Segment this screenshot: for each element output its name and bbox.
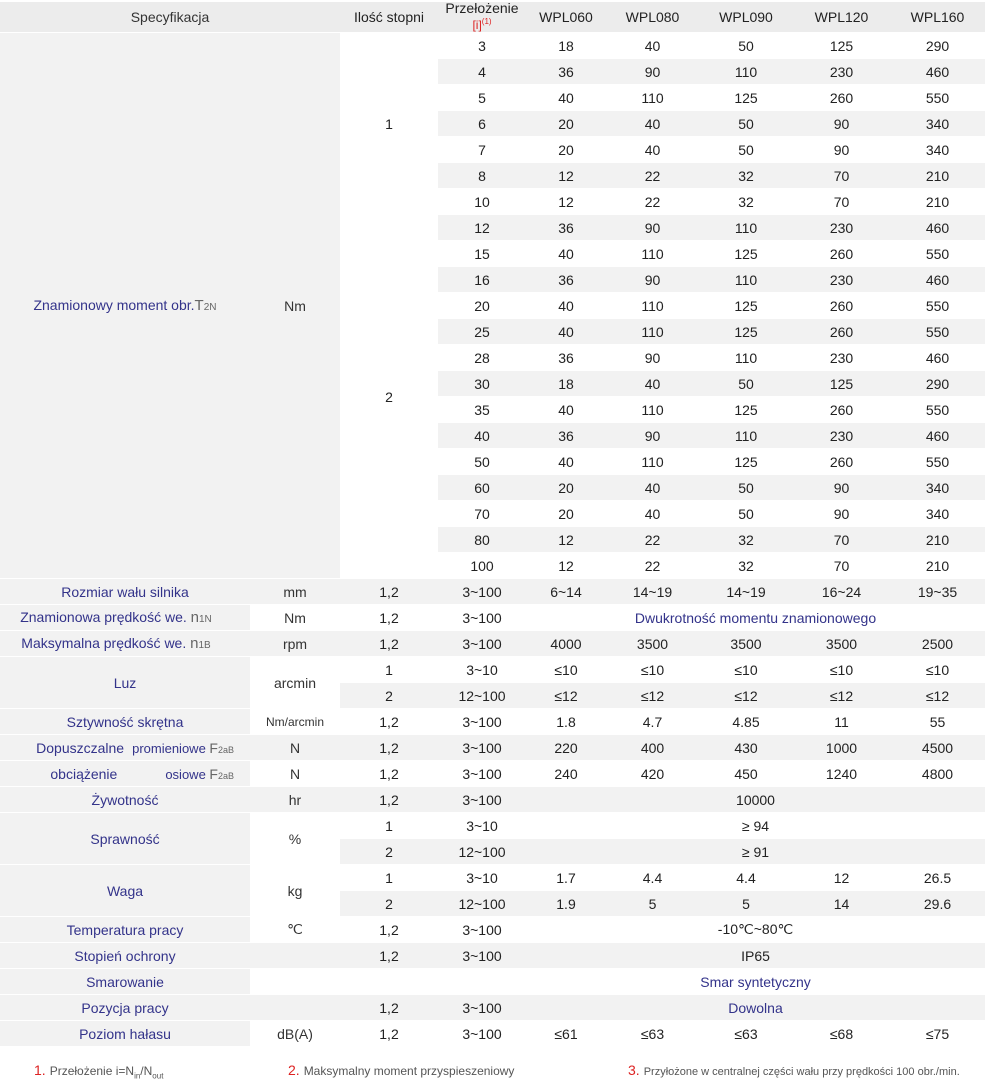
row-shaft-size bbox=[0, 579, 985, 605]
value-cell: 550 bbox=[890, 241, 985, 267]
stages-cell: 1 bbox=[340, 813, 438, 839]
value-cell: 22 bbox=[606, 527, 699, 553]
value-cell: 1240 bbox=[793, 761, 890, 787]
value-cell: 550 bbox=[890, 319, 985, 345]
row-lubrication bbox=[0, 969, 985, 995]
ratio-cell: 20 bbox=[438, 293, 526, 319]
unit-cell: N bbox=[250, 761, 340, 787]
footnotes bbox=[0, 1058, 985, 1080]
value-cell: 4800 bbox=[890, 761, 985, 787]
header-model: WPL120 bbox=[793, 2, 890, 33]
torque-section bbox=[0, 33, 985, 579]
value-cell: 110 bbox=[606, 293, 699, 319]
row-nominal-speed bbox=[0, 605, 985, 631]
stages-cell: 2 bbox=[340, 683, 438, 709]
value-cell: ≤10 bbox=[699, 657, 793, 683]
value-cell: 110 bbox=[699, 345, 793, 371]
value-cell: 36 bbox=[526, 423, 606, 449]
value-cell: ≤75 bbox=[890, 1021, 985, 1047]
value-cell: 12 bbox=[526, 527, 606, 553]
value-cell: ≤12 bbox=[793, 683, 890, 709]
value-cell: 125 bbox=[699, 319, 793, 345]
label-axial: osiowe F2aB bbox=[165, 765, 234, 782]
row-max-speed bbox=[0, 631, 985, 657]
value-cell: 40 bbox=[526, 449, 606, 475]
stages-cell: 2 bbox=[340, 215, 438, 579]
ratio-cell: 3~100 bbox=[438, 579, 526, 605]
unit-cell: mm bbox=[250, 579, 340, 605]
header-ratio-label: Przełożenie bbox=[445, 2, 519, 16]
span-value: Dwukrotność momentu znamionowego bbox=[526, 605, 985, 631]
row-backlash-1 bbox=[0, 657, 985, 683]
row-life bbox=[0, 787, 985, 813]
ratio-cell: 3~100 bbox=[438, 1021, 526, 1047]
unit-cell: N bbox=[250, 735, 340, 761]
unit-cell: dB(A) bbox=[250, 1021, 340, 1047]
value-cell: 50 bbox=[699, 371, 793, 397]
stages-cell: 1,2 bbox=[340, 761, 438, 787]
stages-cell: 1,2 bbox=[340, 943, 438, 969]
header-model: WPL060 bbox=[526, 2, 606, 33]
stages-cell: 1,2 bbox=[340, 995, 438, 1021]
unit-cell: Nm bbox=[250, 605, 340, 631]
value-cell: 22 bbox=[606, 163, 699, 189]
value-cell: 260 bbox=[793, 319, 890, 345]
ratio-cell: 12 bbox=[438, 215, 526, 241]
header-model: WPL090 bbox=[699, 2, 793, 33]
value-cell: 20 bbox=[526, 475, 606, 501]
value-cell: ≤63 bbox=[699, 1021, 793, 1047]
label-weight: Waga bbox=[0, 865, 250, 917]
ratio-cell: 70 bbox=[438, 501, 526, 527]
ratio-cell: 16 bbox=[438, 267, 526, 293]
value-cell: 210 bbox=[890, 163, 985, 189]
value-cell: 210 bbox=[890, 553, 985, 579]
label-life: Żywotność bbox=[0, 787, 250, 813]
value-cell: 125 bbox=[699, 449, 793, 475]
unit-cell bbox=[250, 943, 340, 969]
value-cell: 1.9 bbox=[526, 891, 606, 917]
value-cell: 40 bbox=[526, 85, 606, 111]
footnote-3: 3. Przyłożone w centralnej części wału przy prędkości 100 obr./min. bbox=[628, 1062, 960, 1078]
value-cell: ≤10 bbox=[890, 657, 985, 683]
ratio-cell bbox=[438, 969, 526, 995]
value-cell: 90 bbox=[793, 137, 890, 163]
ratio-cell: 25 bbox=[438, 319, 526, 345]
footnote-2: 2. Maksymalny moment przyspieszeniowy bbox=[288, 1062, 515, 1078]
stages-cell: 2 bbox=[340, 839, 438, 865]
ratio-cell: 12~100 bbox=[438, 839, 526, 865]
ratio-cell: 6 bbox=[438, 111, 526, 137]
value-cell: 2500 bbox=[890, 631, 985, 657]
value-cell: 230 bbox=[793, 345, 890, 371]
value-cell: ≤63 bbox=[606, 1021, 699, 1047]
stages-cell: 1,2 bbox=[340, 605, 438, 631]
value-cell: 450 bbox=[699, 761, 793, 787]
value-cell: 110 bbox=[699, 59, 793, 85]
value-cell: 14~19 bbox=[606, 579, 699, 605]
ratio-cell: 3 bbox=[438, 33, 526, 59]
value-cell: ≤12 bbox=[606, 683, 699, 709]
value-cell: 20 bbox=[526, 137, 606, 163]
span-value: IP65 bbox=[526, 943, 985, 969]
value-cell: 40 bbox=[526, 319, 606, 345]
ratio-cell: 35 bbox=[438, 397, 526, 423]
value-cell: 4.85 bbox=[699, 709, 793, 735]
label-noise: Poziom hałasu bbox=[0, 1021, 250, 1047]
value-cell: 26.5 bbox=[890, 865, 985, 891]
ratio-cell: 3~100 bbox=[438, 995, 526, 1021]
value-cell: 110 bbox=[699, 215, 793, 241]
ratio-cell: 3~100 bbox=[438, 761, 526, 787]
value-cell: 260 bbox=[793, 293, 890, 319]
unit-cell: % bbox=[250, 813, 340, 865]
row-load-axial bbox=[0, 761, 985, 787]
header-spec: Specyfikacja bbox=[0, 2, 340, 33]
value-cell: 3500 bbox=[793, 631, 890, 657]
ratio-cell: 100 bbox=[438, 553, 526, 579]
value-cell: 40 bbox=[606, 111, 699, 137]
value-cell: 32 bbox=[699, 553, 793, 579]
ratio-cell: 3~100 bbox=[438, 605, 526, 631]
stages-cell: 1,2 bbox=[340, 631, 438, 657]
ratio-cell: 3~10 bbox=[438, 813, 526, 839]
label-backlash: Luz bbox=[0, 657, 250, 709]
unit-cell: arcmin bbox=[250, 657, 340, 709]
stages-cell: 1,2 bbox=[340, 709, 438, 735]
ratio-cell: 12~100 bbox=[438, 891, 526, 917]
value-cell: 32 bbox=[699, 527, 793, 553]
span-value: -10℃~80℃ bbox=[526, 917, 985, 943]
unit-cell bbox=[250, 995, 340, 1021]
value-cell: 90 bbox=[793, 501, 890, 527]
value-cell: 125 bbox=[699, 397, 793, 423]
header-row bbox=[0, 2, 985, 33]
stages-cell: 1,2 bbox=[340, 1021, 438, 1047]
value-cell: 50 bbox=[699, 33, 793, 59]
label-load-radial bbox=[0, 735, 250, 761]
label-position: Pozycja pracy bbox=[0, 995, 250, 1021]
ratio-cell: 3~100 bbox=[438, 943, 526, 969]
value-cell: 18 bbox=[526, 371, 606, 397]
ratio-cell: 50 bbox=[438, 449, 526, 475]
stages-cell: 2 bbox=[340, 891, 438, 917]
ratio-cell: 5 bbox=[438, 85, 526, 111]
value-cell: ≤12 bbox=[526, 683, 606, 709]
ratio-cell: 40 bbox=[438, 423, 526, 449]
label-stiffness: Sztywność skrętna bbox=[0, 709, 250, 735]
value-cell: 70 bbox=[793, 553, 890, 579]
value-cell: 40 bbox=[606, 371, 699, 397]
row-protection bbox=[0, 943, 985, 969]
label-load-b: obciążenie bbox=[50, 765, 118, 782]
ratio-cell: 3~100 bbox=[438, 631, 526, 657]
value-cell: ≤10 bbox=[793, 657, 890, 683]
value-cell: 260 bbox=[793, 397, 890, 423]
unit-cell: Nm/arcmin bbox=[250, 709, 340, 735]
value-cell: 550 bbox=[890, 449, 985, 475]
value-cell: 550 bbox=[890, 397, 985, 423]
stages-cell: 1,2 bbox=[340, 579, 438, 605]
header-ratio bbox=[438, 2, 526, 33]
value-cell: 460 bbox=[890, 423, 985, 449]
label-load-axial bbox=[0, 761, 250, 787]
value-cell: 230 bbox=[793, 59, 890, 85]
row-load-radial bbox=[0, 735, 985, 761]
value-cell: 32 bbox=[699, 189, 793, 215]
value-cell: 4.4 bbox=[699, 865, 793, 891]
header-ratio-symbol: $[i]^{(1)}$ bbox=[472, 17, 492, 32]
value-cell: 125 bbox=[793, 33, 890, 59]
value-cell: 5 bbox=[606, 891, 699, 917]
value-cell: 5 bbox=[699, 891, 793, 917]
value-cell: 70 bbox=[793, 163, 890, 189]
value-cell: 220 bbox=[526, 735, 606, 761]
value-cell: 29.6 bbox=[890, 891, 985, 917]
value-cell: 230 bbox=[793, 215, 890, 241]
stages-cell: 1,2 bbox=[340, 787, 438, 813]
value-cell: 110 bbox=[606, 85, 699, 111]
value-cell: 340 bbox=[890, 137, 985, 163]
value-cell: 210 bbox=[890, 527, 985, 553]
torque-row bbox=[0, 33, 985, 59]
value-cell: 22 bbox=[606, 189, 699, 215]
value-cell: 14~19 bbox=[699, 579, 793, 605]
ratio-cell: 3~100 bbox=[438, 735, 526, 761]
footnote-1: 1. Przełożenie $i=N_{in}/N_{out}$ bbox=[34, 1062, 164, 1080]
ratio-cell: 12~100 bbox=[438, 683, 526, 709]
value-cell: 50 bbox=[699, 137, 793, 163]
value-cell: ≤10 bbox=[526, 657, 606, 683]
value-cell: ≤12 bbox=[699, 683, 793, 709]
stages-cell: 1,2 bbox=[340, 917, 438, 943]
header-model: WPL160 bbox=[890, 2, 985, 33]
value-cell: 90 bbox=[606, 345, 699, 371]
ratio-cell: 3~10 bbox=[438, 657, 526, 683]
value-cell: 125 bbox=[699, 293, 793, 319]
unit-cell: Nm bbox=[250, 33, 340, 579]
value-cell: 18 bbox=[526, 33, 606, 59]
value-cell: 3500 bbox=[699, 631, 793, 657]
unit-cell: ℃ bbox=[250, 917, 340, 943]
value-cell: ≤12 bbox=[890, 683, 985, 709]
value-cell: 90 bbox=[793, 111, 890, 137]
value-cell: 36 bbox=[526, 267, 606, 293]
ratio-cell: 3~100 bbox=[438, 917, 526, 943]
ratio-cell: 30 bbox=[438, 371, 526, 397]
value-cell: 290 bbox=[890, 33, 985, 59]
value-cell: 11 bbox=[793, 709, 890, 735]
value-cell: 4000 bbox=[526, 631, 606, 657]
unit-cell bbox=[250, 969, 340, 995]
label-max-speed: Maksymalna prędkość we. n1B bbox=[0, 631, 250, 657]
value-cell: 19~35 bbox=[890, 579, 985, 605]
value-cell: 16~24 bbox=[793, 579, 890, 605]
label-rated-torque: Znamionowy moment obr.T2N bbox=[0, 33, 250, 579]
value-cell: ≤61 bbox=[526, 1021, 606, 1047]
value-cell: ≤10 bbox=[606, 657, 699, 683]
value-cell: 40 bbox=[606, 137, 699, 163]
value-cell: 125 bbox=[699, 241, 793, 267]
value-cell: 4.7 bbox=[606, 709, 699, 735]
header-model: WPL080 bbox=[606, 2, 699, 33]
stages-cell: 1 bbox=[340, 865, 438, 891]
value-cell: 40 bbox=[526, 241, 606, 267]
value-cell: 6~14 bbox=[526, 579, 606, 605]
value-cell: 50 bbox=[699, 111, 793, 137]
value-cell: 40 bbox=[606, 501, 699, 527]
value-cell: 110 bbox=[699, 267, 793, 293]
value-cell: 40 bbox=[526, 397, 606, 423]
label-nominal-speed: Znamionowa prędkość we. n1N bbox=[0, 605, 250, 631]
stages-cell: 1,2 bbox=[340, 735, 438, 761]
value-cell: 340 bbox=[890, 111, 985, 137]
value-cell: 12 bbox=[526, 189, 606, 215]
value-cell: 340 bbox=[890, 475, 985, 501]
value-cell: 40 bbox=[526, 293, 606, 319]
value-cell: 12 bbox=[793, 865, 890, 891]
value-cell: 12 bbox=[526, 553, 606, 579]
value-cell: 420 bbox=[606, 761, 699, 787]
value-cell: 1000 bbox=[793, 735, 890, 761]
unit-cell: hr bbox=[250, 787, 340, 813]
label-load-a: Dopuszczalne bbox=[36, 739, 125, 756]
row-temperature bbox=[0, 917, 985, 943]
label-lubrication: Smarowanie bbox=[0, 969, 250, 995]
ratio-cell: 3~100 bbox=[438, 787, 526, 813]
value-cell: 400 bbox=[606, 735, 699, 761]
value-cell: 55 bbox=[890, 709, 985, 735]
label-efficiency: Sprawność bbox=[0, 813, 250, 865]
value-cell: 36 bbox=[526, 215, 606, 241]
value-cell: 90 bbox=[606, 215, 699, 241]
value-cell: 110 bbox=[606, 241, 699, 267]
unit-cell: kg bbox=[250, 865, 340, 917]
row-weight-1 bbox=[0, 865, 985, 891]
row-efficiency-1 bbox=[0, 813, 985, 839]
value-cell: 125 bbox=[699, 85, 793, 111]
span-value: Dowolna bbox=[526, 995, 985, 1021]
value-cell: 550 bbox=[890, 293, 985, 319]
span-value: 10000 bbox=[526, 787, 985, 813]
stages-cell bbox=[340, 969, 438, 995]
value-cell: 50 bbox=[699, 501, 793, 527]
value-cell: 240 bbox=[526, 761, 606, 787]
value-cell: 430 bbox=[699, 735, 793, 761]
row-stiffness bbox=[0, 709, 985, 735]
stages-cell: 1 bbox=[340, 657, 438, 683]
label-protection: Stopień ochrony bbox=[0, 943, 250, 969]
value-cell: 230 bbox=[793, 423, 890, 449]
value-cell: 340 bbox=[890, 501, 985, 527]
value-cell: 50 bbox=[699, 475, 793, 501]
span-value: Smar syntetyczny bbox=[526, 969, 985, 995]
value-cell: 40 bbox=[606, 33, 699, 59]
ratio-cell: 4 bbox=[438, 59, 526, 85]
value-cell: 260 bbox=[793, 85, 890, 111]
value-cell: 70 bbox=[793, 527, 890, 553]
value-cell: 460 bbox=[890, 267, 985, 293]
value-cell: 22 bbox=[606, 553, 699, 579]
value-cell: 230 bbox=[793, 267, 890, 293]
value-cell: 14 bbox=[793, 891, 890, 917]
ratio-cell: 3~100 bbox=[438, 709, 526, 735]
value-cell: 550 bbox=[890, 85, 985, 111]
value-cell: 460 bbox=[890, 59, 985, 85]
value-cell: 110 bbox=[699, 423, 793, 449]
span-value: ≥ 94 bbox=[526, 813, 985, 839]
ratio-cell: 7 bbox=[438, 137, 526, 163]
value-cell: 460 bbox=[890, 345, 985, 371]
ratio-cell: 60 bbox=[438, 475, 526, 501]
value-cell: 90 bbox=[606, 267, 699, 293]
value-cell: 260 bbox=[793, 449, 890, 475]
row-noise bbox=[0, 1021, 985, 1047]
value-cell: 4500 bbox=[890, 735, 985, 761]
value-cell: 90 bbox=[606, 423, 699, 449]
value-cell: 32 bbox=[699, 163, 793, 189]
value-cell: 1.8 bbox=[526, 709, 606, 735]
value-cell: 125 bbox=[793, 371, 890, 397]
value-cell: 460 bbox=[890, 215, 985, 241]
value-cell: 12 bbox=[526, 163, 606, 189]
stages-cell: 1 bbox=[340, 33, 438, 215]
label-radial: promieniowe F2aB bbox=[132, 739, 234, 756]
value-cell: 4.4 bbox=[606, 865, 699, 891]
value-cell: 3500 bbox=[606, 631, 699, 657]
ratio-cell: 15 bbox=[438, 241, 526, 267]
value-cell: 70 bbox=[793, 189, 890, 215]
value-cell: 36 bbox=[526, 345, 606, 371]
value-cell: 40 bbox=[606, 475, 699, 501]
label-temperature: Temperatura pracy bbox=[0, 917, 250, 943]
ratio-cell: 80 bbox=[438, 527, 526, 553]
value-cell: 110 bbox=[606, 319, 699, 345]
value-cell: 20 bbox=[526, 111, 606, 137]
value-cell: 90 bbox=[793, 475, 890, 501]
value-cell: 260 bbox=[793, 241, 890, 267]
ratio-cell: 8 bbox=[438, 163, 526, 189]
spec-table bbox=[0, 2, 985, 1047]
unit-cell: rpm bbox=[250, 631, 340, 657]
value-cell: 90 bbox=[606, 59, 699, 85]
value-cell: ≤68 bbox=[793, 1021, 890, 1047]
row-position bbox=[0, 995, 985, 1021]
value-cell: 1.7 bbox=[526, 865, 606, 891]
label-shaft-size: Rozmiar wału silnika bbox=[0, 579, 250, 605]
header-stages: Ilość stopni bbox=[340, 2, 438, 33]
ratio-cell: 3~10 bbox=[438, 865, 526, 891]
value-cell: 210 bbox=[890, 189, 985, 215]
span-value: ≥ 91 bbox=[526, 839, 985, 865]
value-cell: 36 bbox=[526, 59, 606, 85]
ratio-cell: 10 bbox=[438, 189, 526, 215]
value-cell: 110 bbox=[606, 449, 699, 475]
ratio-cell: 28 bbox=[438, 345, 526, 371]
value-cell: 110 bbox=[606, 397, 699, 423]
value-cell: 290 bbox=[890, 371, 985, 397]
other-specs bbox=[0, 579, 985, 1047]
value-cell: 20 bbox=[526, 501, 606, 527]
